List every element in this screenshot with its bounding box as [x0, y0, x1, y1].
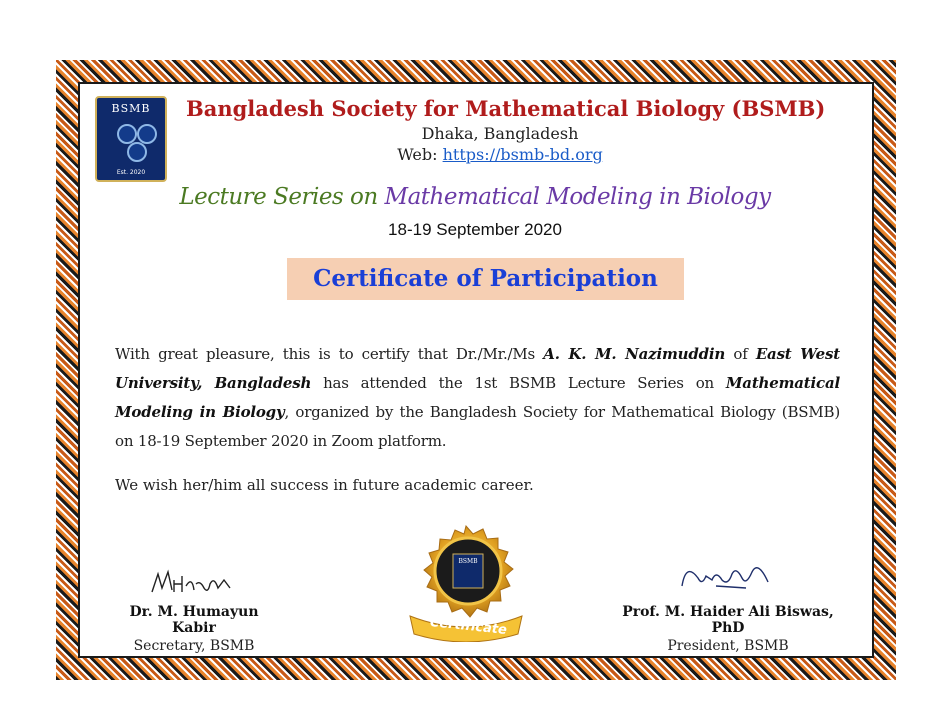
body-of: of: [733, 345, 748, 363]
recipient-institution: East West University, Bangladesh: [115, 345, 840, 392]
left-signatory-name: Dr. M. Humayun Kabir: [129, 604, 259, 636]
series-topic: Mathematical Modeling in Biology: [384, 184, 771, 210]
event-dates: 18-19 September 2020: [388, 220, 562, 239]
right-signatory: [612, 604, 844, 654]
certificate-seal: [402, 524, 530, 642]
organization-city: Dhaka, Bangladesh: [421, 124, 579, 143]
recipient-name: A. K. M. Nazimuddin: [543, 345, 726, 363]
body-intro: With great pleasure, this is to certify that Dr./Mr./Ms: [115, 345, 536, 363]
certificate-body: [115, 340, 840, 456]
body-organized: , organized by the Bangladesh Society for Mathematical Biology (BSMB) on 18-19 September 2020 in Zoom platform.: [115, 403, 840, 450]
logo-est-text: Est. 2020: [116, 169, 146, 176]
web-label: Web:: [397, 145, 438, 164]
organization-name: Bangladesh Society for Mathematical Biology (BSMB): [186, 96, 826, 121]
series-prefix: Lecture Series on: [179, 184, 378, 210]
logo-text: BSMB: [111, 102, 151, 115]
body-attended: has attended the 1st BSMB Lecture Series on: [323, 374, 714, 392]
left-signatory: [110, 604, 278, 654]
wish-text: We wish her/him all success in future academic career.: [115, 476, 534, 494]
lecture-series-title: [0, 184, 950, 210]
right-signatory-role: President, BSMB: [667, 638, 789, 654]
lecture-topic: Mathematical Modeling in Biology: [115, 374, 840, 421]
certificate-title: Certificate of Participation: [287, 258, 684, 300]
website-link[interactable]: https://bsmb-bd.org: [442, 145, 603, 164]
right-signature: [676, 556, 776, 596]
left-signatory-role: Secretary, BSMB: [133, 638, 255, 654]
organization-web: [50, 145, 950, 164]
left-signature: [148, 566, 238, 600]
seal-ribbon-text: Certificate: [429, 615, 508, 639]
right-signatory-name: Prof. M. Haider Ali Biswas, PhD: [622, 604, 834, 636]
seal-logo-text: BSMB: [458, 558, 478, 565]
